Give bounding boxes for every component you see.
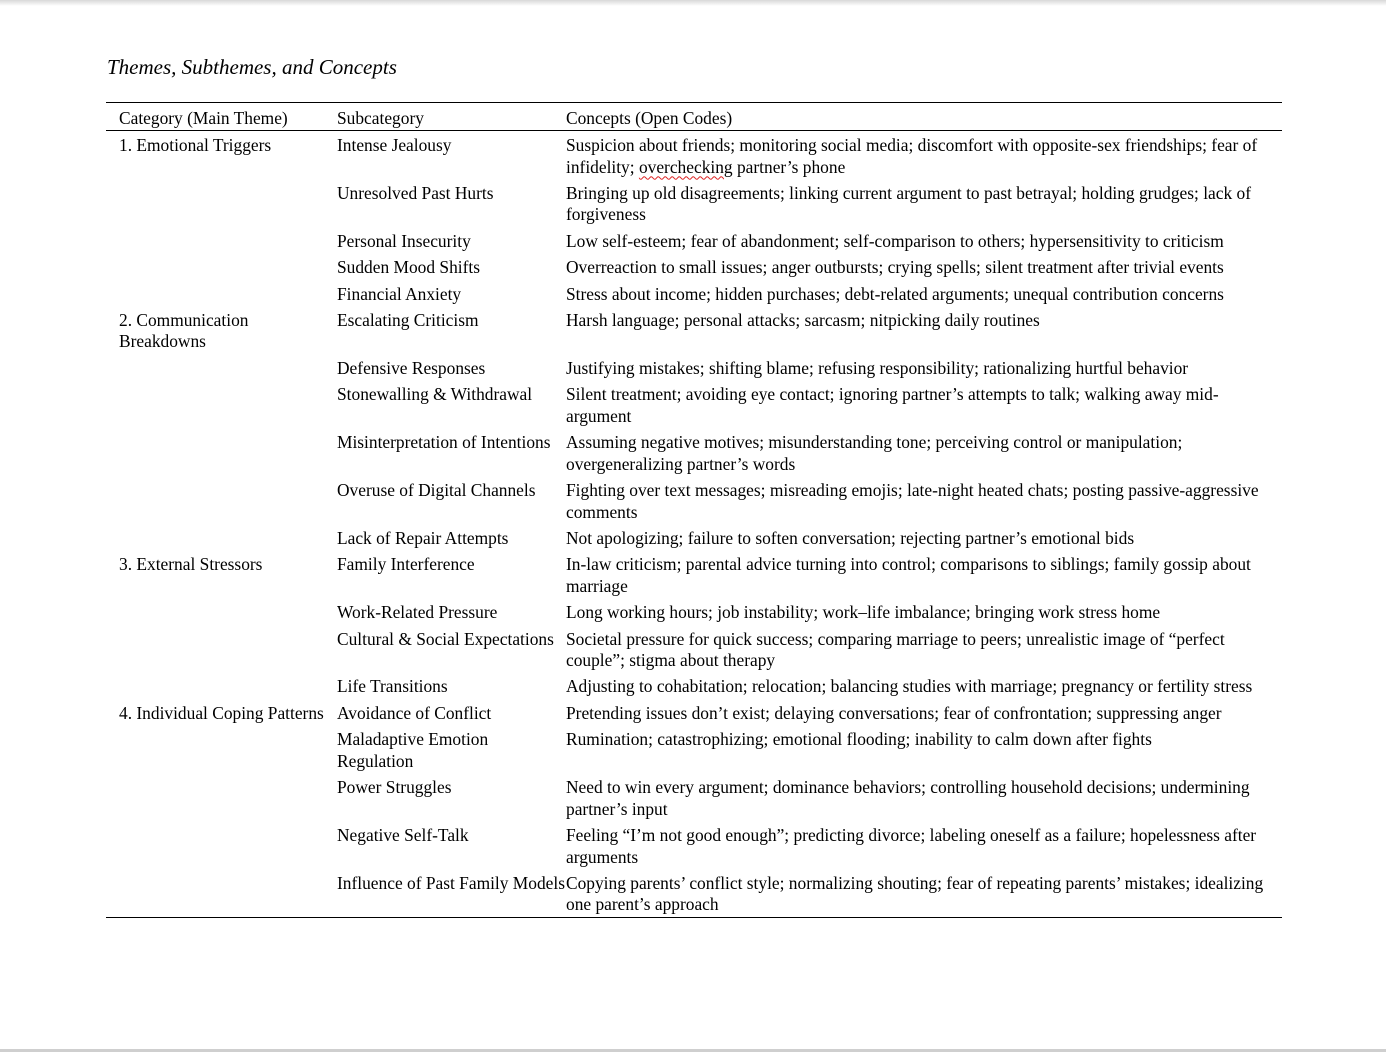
- header-category: Category (Main Theme): [119, 108, 288, 128]
- concepts-cell: Long working hours; job instability; work–life imbalance; bringing work stress home: [566, 602, 1161, 623]
- table-row: [106, 476, 1282, 524]
- subcategory-cell: Life Transitions: [337, 676, 448, 697]
- category-cell: [106, 179, 337, 227]
- header-subcategory: Subcategory: [337, 108, 424, 128]
- concepts-cell: Overreaction to small issues; anger outbursts; crying spells; silent treatment after trivial events: [566, 257, 1224, 278]
- window-top-edge: [0, 0, 1386, 6]
- table-row: [106, 773, 1282, 821]
- concepts-cell: Silent treatment; avoiding eye contact; ignoring partner’s attempts to talk; walking away mid-argument: [566, 384, 1219, 426]
- concepts-cell: Not apologizing; failure to soften conversation; rejecting partner’s emotional bids: [566, 527, 1135, 548]
- document-page: [106, 54, 1282, 915]
- table-row: [106, 131, 1282, 179]
- concepts-cell: Feeling “I’m not good enough”; predicting divorce; labeling oneself as a failure; hopelessness after arguments: [566, 825, 1257, 867]
- themes-table: [106, 102, 1282, 918]
- table-row: [106, 598, 1282, 624]
- concepts-cell: Assuming negative motives; misunderstanding tone; perceiving control or manipulation; overgeneralizing partner’s words: [566, 432, 1183, 474]
- concepts-cell: Stress about income; hidden purchases; debt-related arguments; unequal contribution concerns: [566, 283, 1224, 304]
- category-cell: [106, 672, 337, 698]
- table-row: [106, 869, 1282, 917]
- subcategory-cell: Avoidance of Conflict: [337, 702, 492, 723]
- table-row: [106, 380, 1282, 428]
- subcategory-cell: Misinterpretation of Intentions: [337, 432, 551, 453]
- subcategory-cell: Unresolved Past Hurts: [337, 182, 494, 203]
- concepts-cell: Rumination; catastrophizing; emotional flooding; inability to calm down after fights: [566, 729, 1152, 750]
- subcategory-cell: Defensive Responses: [337, 357, 486, 378]
- concepts-cell: Justifying mistakes; shifting blame; refusing responsibility; rationalizing hurtful behavior: [566, 357, 1189, 378]
- category-cell: 2. Communication Breakdowns: [119, 309, 249, 352]
- category-cell: [106, 821, 337, 869]
- concepts-text: partner’s phone: [732, 156, 846, 177]
- table-row: [106, 625, 1282, 673]
- category-cell: [106, 869, 337, 917]
- concepts-cell: Copying parents’ conflict style; normalizing shouting; fear of repeating parents’ mistakes; idealizing one parent’s approach: [566, 872, 1264, 915]
- category-cell: 3. External Stressors: [119, 554, 263, 575]
- subcategory-cell: Sudden Mood Shifts: [337, 257, 481, 278]
- table-row: [106, 524, 1282, 550]
- subcategory-cell: Escalating Criticism: [337, 309, 479, 330]
- concepts-cell: Adjusting to cohabitation; relocation; balancing studies with marriage; pregnancy or fertility stress: [566, 676, 1253, 697]
- table-row: [106, 354, 1282, 380]
- table-row: [106, 550, 1282, 598]
- category-cell: [106, 280, 337, 306]
- subcategory-cell: Stonewalling & Withdrawal: [337, 384, 533, 405]
- concepts-text: Suspicion about friends; monitoring social media; discomfort with opposite-sex friendships; fear of infidelity;: [566, 135, 1258, 177]
- table-header-row: [106, 103, 1282, 131]
- category-cell: 4. Individual Coping Patterns: [119, 702, 324, 723]
- concepts-cell: Societal pressure for quick success; comparing marriage to peers; unrealistic image of “perfect couple”; stigma about therapy: [566, 628, 1225, 671]
- concepts-cell: In-law criticism; parental advice turning into control; comparisons to siblings; family gossip about marriage: [566, 554, 1251, 596]
- concepts-cell: Low self-esteem; fear of abandonment; self-comparison to others; hypersensitivity to criticism: [566, 230, 1224, 251]
- concepts-cell: Pretending issues don’t exist; delaying conversations; fear of confrontation; suppressing anger: [566, 702, 1222, 723]
- table-row: [106, 428, 1282, 476]
- table-row: [106, 227, 1282, 253]
- subcategory-cell: Intense Jealousy: [337, 135, 452, 155]
- table-row: [106, 725, 1282, 773]
- subcategory-cell: Maladaptive Emotion Regulation: [337, 729, 489, 771]
- category-cell: [106, 725, 337, 773]
- subcategory-cell: Financial Anxiety: [337, 283, 462, 304]
- category-cell: [106, 227, 337, 253]
- subcategory-cell: Overuse of Digital Channels: [337, 480, 536, 501]
- category-cell: [106, 625, 337, 673]
- category-cell: [106, 524, 337, 550]
- category-cell: [106, 476, 337, 524]
- subcategory-cell: Family Interference: [337, 554, 475, 575]
- table-row: [106, 672, 1282, 698]
- subcategory-cell: Negative Self-Talk: [337, 825, 469, 846]
- table-row: [106, 179, 1282, 227]
- category-cell: 1. Emotional Triggers: [119, 135, 272, 155]
- concepts-cell: Harsh language; personal attacks; sarcasm; nitpicking daily routines: [566, 309, 1040, 330]
- category-cell: [106, 253, 337, 279]
- subcategory-cell: Power Struggles: [337, 777, 452, 798]
- category-cell: [106, 428, 337, 476]
- category-cell: [106, 354, 337, 380]
- table-row: [106, 821, 1282, 869]
- subcategory-cell: Personal Insecurity: [337, 230, 471, 251]
- category-cell: [106, 773, 337, 821]
- subcategory-cell: Work-Related Pressure: [337, 602, 498, 623]
- concepts-cell: Bringing up old disagreements; linking current argument to past betrayal; holding grudges; lack of forgiveness: [566, 182, 1252, 225]
- subcategory-cell: Lack of Repair Attempts: [337, 527, 509, 548]
- spellcheck-flagged-word[interactable]: overchecking: [638, 156, 733, 177]
- table-row: [106, 280, 1282, 306]
- table-row: [106, 306, 1282, 354]
- table-body: [106, 131, 1282, 918]
- table-title: Themes, Subthemes, and Concepts: [107, 55, 397, 79]
- header-concepts: Concepts (Open Codes): [566, 108, 733, 128]
- table-row: [106, 253, 1282, 279]
- table-row: [106, 699, 1282, 725]
- concepts-cell: [566, 131, 1282, 179]
- category-cell: [106, 380, 337, 428]
- category-cell: [106, 598, 337, 624]
- subcategory-cell: Influence of Past Family Models: [337, 872, 565, 893]
- concepts-cell: Fighting over text messages; misreading emojis; late-night heated chats; posting passive-aggressive comments: [566, 480, 1259, 522]
- concepts-cell: Need to win every argument; dominance behaviors; controlling household decisions; undermining partner’s input: [566, 777, 1250, 819]
- subcategory-cell: Cultural & Social Expectations: [337, 628, 554, 649]
